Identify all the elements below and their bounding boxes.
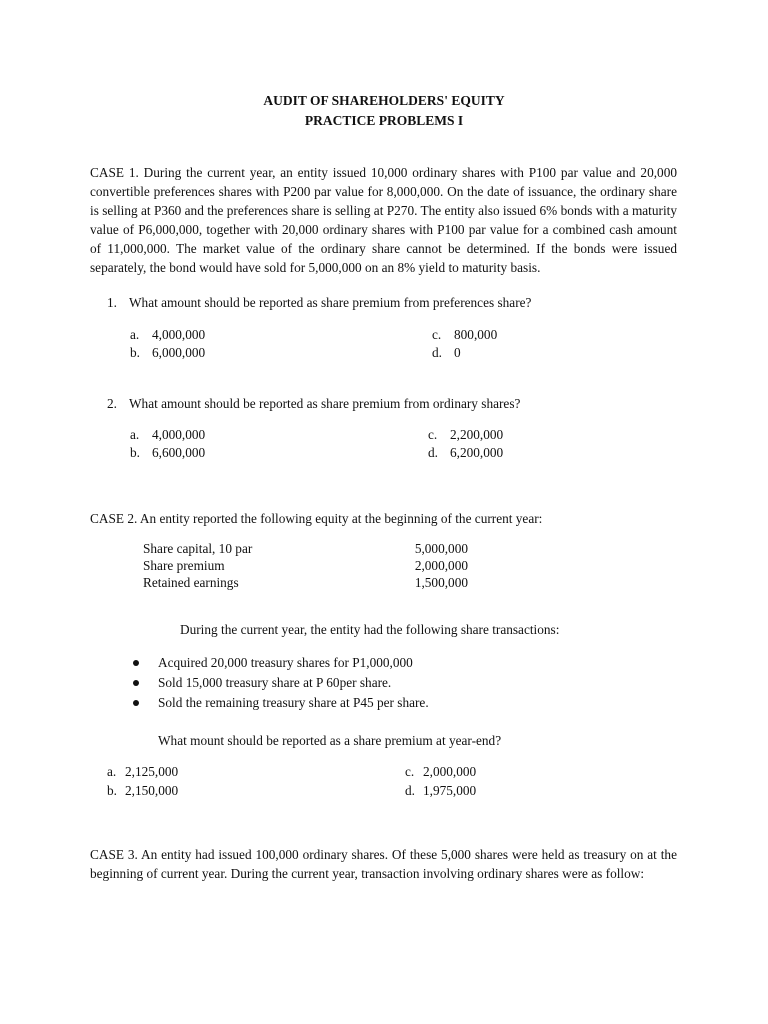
bullet-icon <box>133 700 139 706</box>
question1-option-b <box>130 344 205 362</box>
transaction-item: Sold 15,000 treasury share at P 60per share. <box>158 675 392 690</box>
option-value: 2,125,000 <box>125 764 179 779</box>
option-letter: a. <box>130 427 140 442</box>
transaction-item: Acquired 20,000 treasury shares for P1,000,000 <box>158 655 413 670</box>
option-value: 2,200,000 <box>450 427 504 442</box>
case1-paragraph: CASE 1. During the current year, an entity issued 10,000 ordinary shares with P100 par value and 20,000 convertible preferences shares with P200 par value for 8,000,000. On the date of issuance, the ordinary share is selling at P360 and the preferences share is selling at P270. The entity also issued 6% bonds with a maturity value of P6,000,000, together with 20,000 ordinary shares with P100 par value for a combined cash amount of 11,000,000. The market value of the ordinary share cannot be determined. If the bonds were issued separately, the bond would have sold for 5,000,000 on an 8% yield to maturity basis. <box>90 165 677 275</box>
equity-label-share-capital: Share capital, 10 par <box>143 541 253 556</box>
equity-label-retained-earnings: Retained earnings <box>143 575 239 590</box>
option-value: 1,975,000 <box>423 783 477 798</box>
option-letter: a. <box>130 327 140 342</box>
case2-question: What mount should be reported as a share premium at year-end? <box>158 733 502 748</box>
case3-paragraph: CASE 3. An entity had issued 100,000 ordinary shares. Of these 5,000 shares were held as treasury on at the beginning of current year. During the current year, transaction involving ordinary shares were as follow: <box>90 847 677 881</box>
question1-option-c <box>432 326 497 344</box>
option-value: 0 <box>454 345 461 360</box>
question2-number: 2. <box>107 396 117 411</box>
equity-label-share-premium: Share premium <box>143 558 225 573</box>
option-letter: b. <box>107 783 117 798</box>
option-letter: a. <box>107 764 117 779</box>
option-letter: c. <box>432 327 442 342</box>
equity-value-retained-earnings: 1,500,000 <box>414 575 468 590</box>
equity-value-share-capital: 5,000,000 <box>414 541 468 556</box>
option-letter: c. <box>405 764 415 779</box>
question2-option-a <box>130 426 205 444</box>
option-letter: b. <box>130 445 140 460</box>
case2-option-a <box>107 763 178 781</box>
option-letter: d. <box>405 783 415 798</box>
bullet-icon <box>133 660 139 666</box>
question2-text: What amount should be reported as share premium from ordinary shares? <box>129 396 521 411</box>
option-value: 2,150,000 <box>125 783 179 798</box>
option-value: 6,600,000 <box>152 445 206 460</box>
option-letter: b. <box>130 345 140 360</box>
option-value: 2,000,000 <box>423 764 477 779</box>
transactions-intro: During the current year, the entity had the following share transactions: <box>180 622 560 637</box>
option-letter: c. <box>428 427 438 442</box>
equity-value-share-premium: 2,000,000 <box>414 558 468 573</box>
option-value: 6,000,000 <box>152 345 206 360</box>
transaction-item: Sold the remaining treasury share at P45 per share. <box>158 695 429 710</box>
option-value: 4,000,000 <box>152 327 206 342</box>
document-subtitle: PRACTICE PROBLEMS I <box>304 113 464 128</box>
question2-option-b <box>130 444 205 462</box>
question1-number: 1. <box>107 295 117 310</box>
document-title: AUDIT OF SHAREHOLDERS' EQUITY <box>263 93 505 108</box>
option-letter: d. <box>428 445 438 460</box>
question2-option-c <box>428 426 503 444</box>
case2-option-c <box>405 763 476 781</box>
case2-intro: CASE 2. An entity reported the following equity at the beginning of the current year: <box>90 511 543 526</box>
question1-option-a <box>130 326 205 344</box>
question1-text: What amount should be reported as share premium from preferences share? <box>129 295 532 310</box>
option-letter: d. <box>432 345 442 360</box>
option-value: 6,200,000 <box>450 445 504 460</box>
option-value: 4,000,000 <box>152 427 206 442</box>
question1-option-d <box>432 344 461 362</box>
question2-option-d <box>428 444 503 462</box>
option-value: 800,000 <box>454 327 498 342</box>
case2-option-d <box>405 782 476 800</box>
bullet-icon <box>133 680 139 686</box>
case2-option-b <box>107 782 178 800</box>
